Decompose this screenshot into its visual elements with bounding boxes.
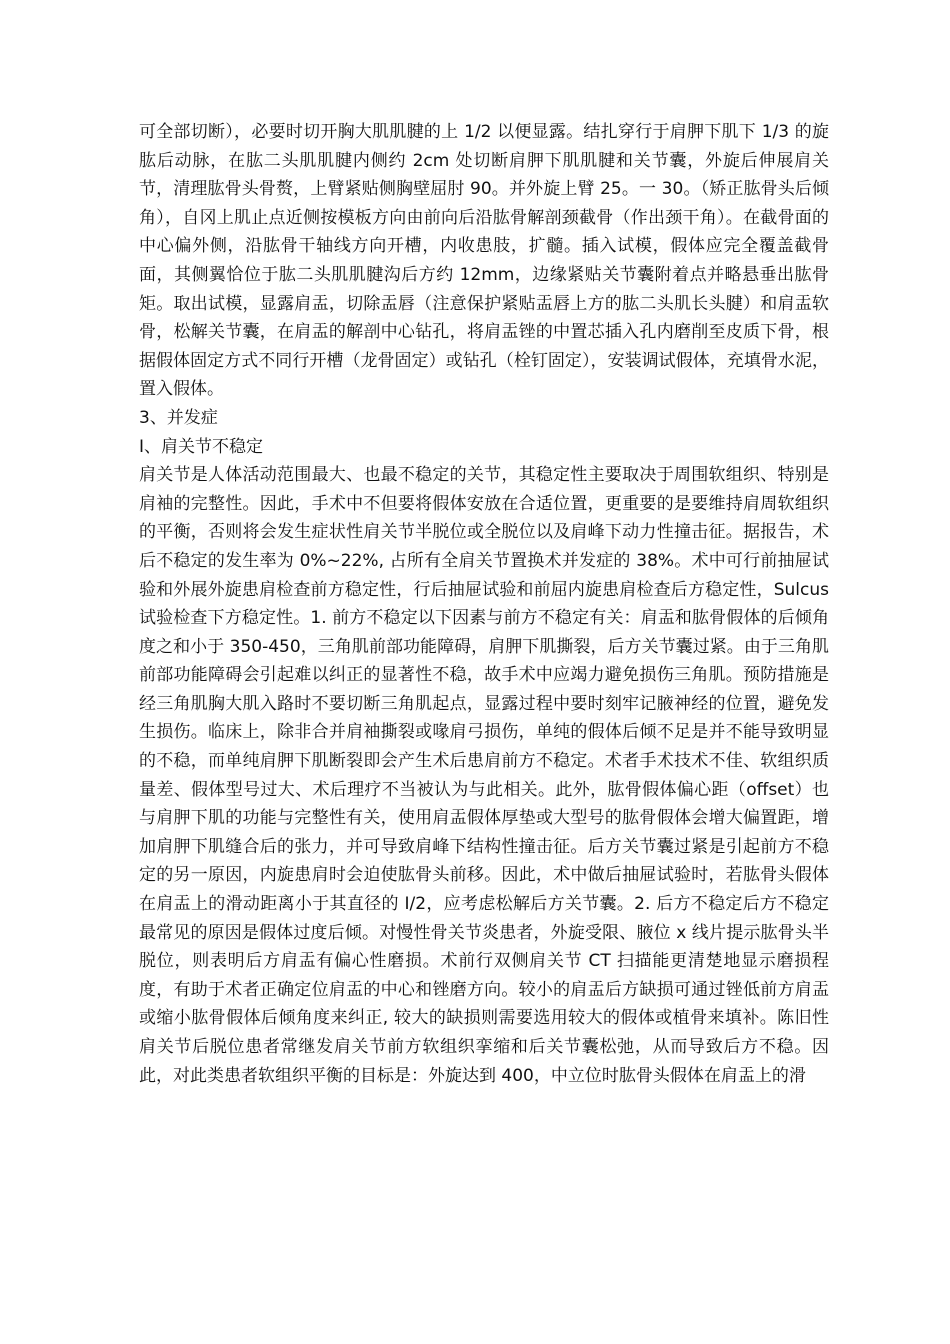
instability-paragraph: 肩关节是人体活动范围最大、也最不稳定的关节，其稳定性主要取决于周围软组织、特别是肩袖的完整性。因此，手术中不但要将假体安放在合适位置，更重要的是要维持肩周软组织的平衡，否则将会发生症状性肩关节半脱位或全脱位以及肩峰下动力性撞击征。据报告，术后不稳定的发生率为 0%~22%, 占所有全肩关节置换术并发症的 38%。术中可行前抽屉试验和外展外旋患肩检查前方稳定性，行后抽屉试验和前屈内旋患肩检查后方稳定性，Sulcus 试验检查下方稳定性。1. 前方不稳定以下因素与前方不稳定有关：肩盂和肱骨假体的后倾角度之和小于 350-450，三角肌前部功能障碍，肩胛下肌撕裂，后方关节囊过紧。由于三角肌前部功能障碍会引起难以纠正的显著性不稳，故手术中应竭力避免损伤三角肌。预防措施是经三角肌胸大肌入路时不要切断三角肌起点，显露过程中要时刻牢记腋神经的位置，避免发生损伤。临床上，除非合并肩袖撕裂或喙肩弓损伤，单纯的假体后倾不足是并不能导致明显的不稳，而单纯肩胛下肌断裂即会产生术后患肩前方不稳定。术者手术技术不佳、软组织质量差、假体型号过大、术后理疗不当被认为与此相关。此外，肱骨假体偏心距（offset）也与肩胛下肌的功能与完整性有关，使用肩盂假体厚垫或大型号的肱骨假体会增大偏置距，增加肩胛下肌缝合后的张力，并可导致肩峰下结构性撞击征。后方关节囊过紧是引起前方不稳定的另一原因，内旋患肩时会迫使肱骨头前移。因此，术中做后抽屉试验时，若肱骨头假体在肩盂上的滑动距离小于其直径的 I/2，应考虑松解后方关节囊。2. 后方不稳定后方不稳定最常见的原因是假体过度后倾。对慢性骨关节炎患者，外旋受限、腋位 x 线片提示肱骨头半脱位，则表明后方肩盂有偏心性磨损。术前行双侧肩关节 CT 扫描能更清楚地显示磨损程度，有助于术者正确定位肩盂的中心和锉磨方向。较小的肩盂后方缺损可通过锉低前方肩盂或缩小肱骨假体后倾角度来纠正, 较大的缺损则需要选用较大的假体或植骨来填补。陈旧性肩关节后脱位患者常继发肩关节前方软组织挛缩和后关节囊松弛，从而导致后方不稳。因此，对此类患者软组织平衡的目标是：外旋达到 400，中立位时肱骨头假体在肩盂上的滑 bbox=[139, 465, 829, 1086]
surgical-technique-paragraph: 可全部切断），必要时切开胸大肌肌腱的上 1/2 以便显露。结扎穿行于肩胛下肌下 1/3 的旋肱后动脉，在肱二头肌肌腱内侧约 2cm 处切断肩胛下肌肌腱和关节囊，外旋后伸展肩关节，清理肱骨头骨赘，上臂紧贴侧胸壁屈肘 90。并外旋上臂 25。一 30。（矫正肱骨头后倾角），自冈上肌止点近侧按模板方向由前向后沿肱骨解剖颈截骨（作出颈干角）。在截骨面的中心偏外侧，沿肱骨干轴线方向开槽，内收患肢，扩髓。插入试模，假体应完全覆盖截骨面，其侧翼恰位于肱二头肌肌腱沟后方约 12mm，边缘紧贴关节囊附着点并略悬垂出肱骨矩。取出试模，显露肩盂，切除盂唇（注意保护紧贴盂唇上方的肱二头肌长头腱）和肩盂软骨，松解关节囊，在肩盂的解剖中心钻孔，将肩盂锉的中置芯插入孔内磨削至皮质下骨，根据假体固定方式不同行开槽（龙骨固定）或钻孔（栓钉固定），安装调试假体，充填骨水泥，置入假体。 bbox=[139, 122, 829, 400]
subsection-heading-instability: I、肩关节不稳定 bbox=[139, 436, 264, 457]
section-heading-complications: 3、并发症 bbox=[139, 407, 218, 428]
document-body bbox=[139, 118, 829, 1090]
